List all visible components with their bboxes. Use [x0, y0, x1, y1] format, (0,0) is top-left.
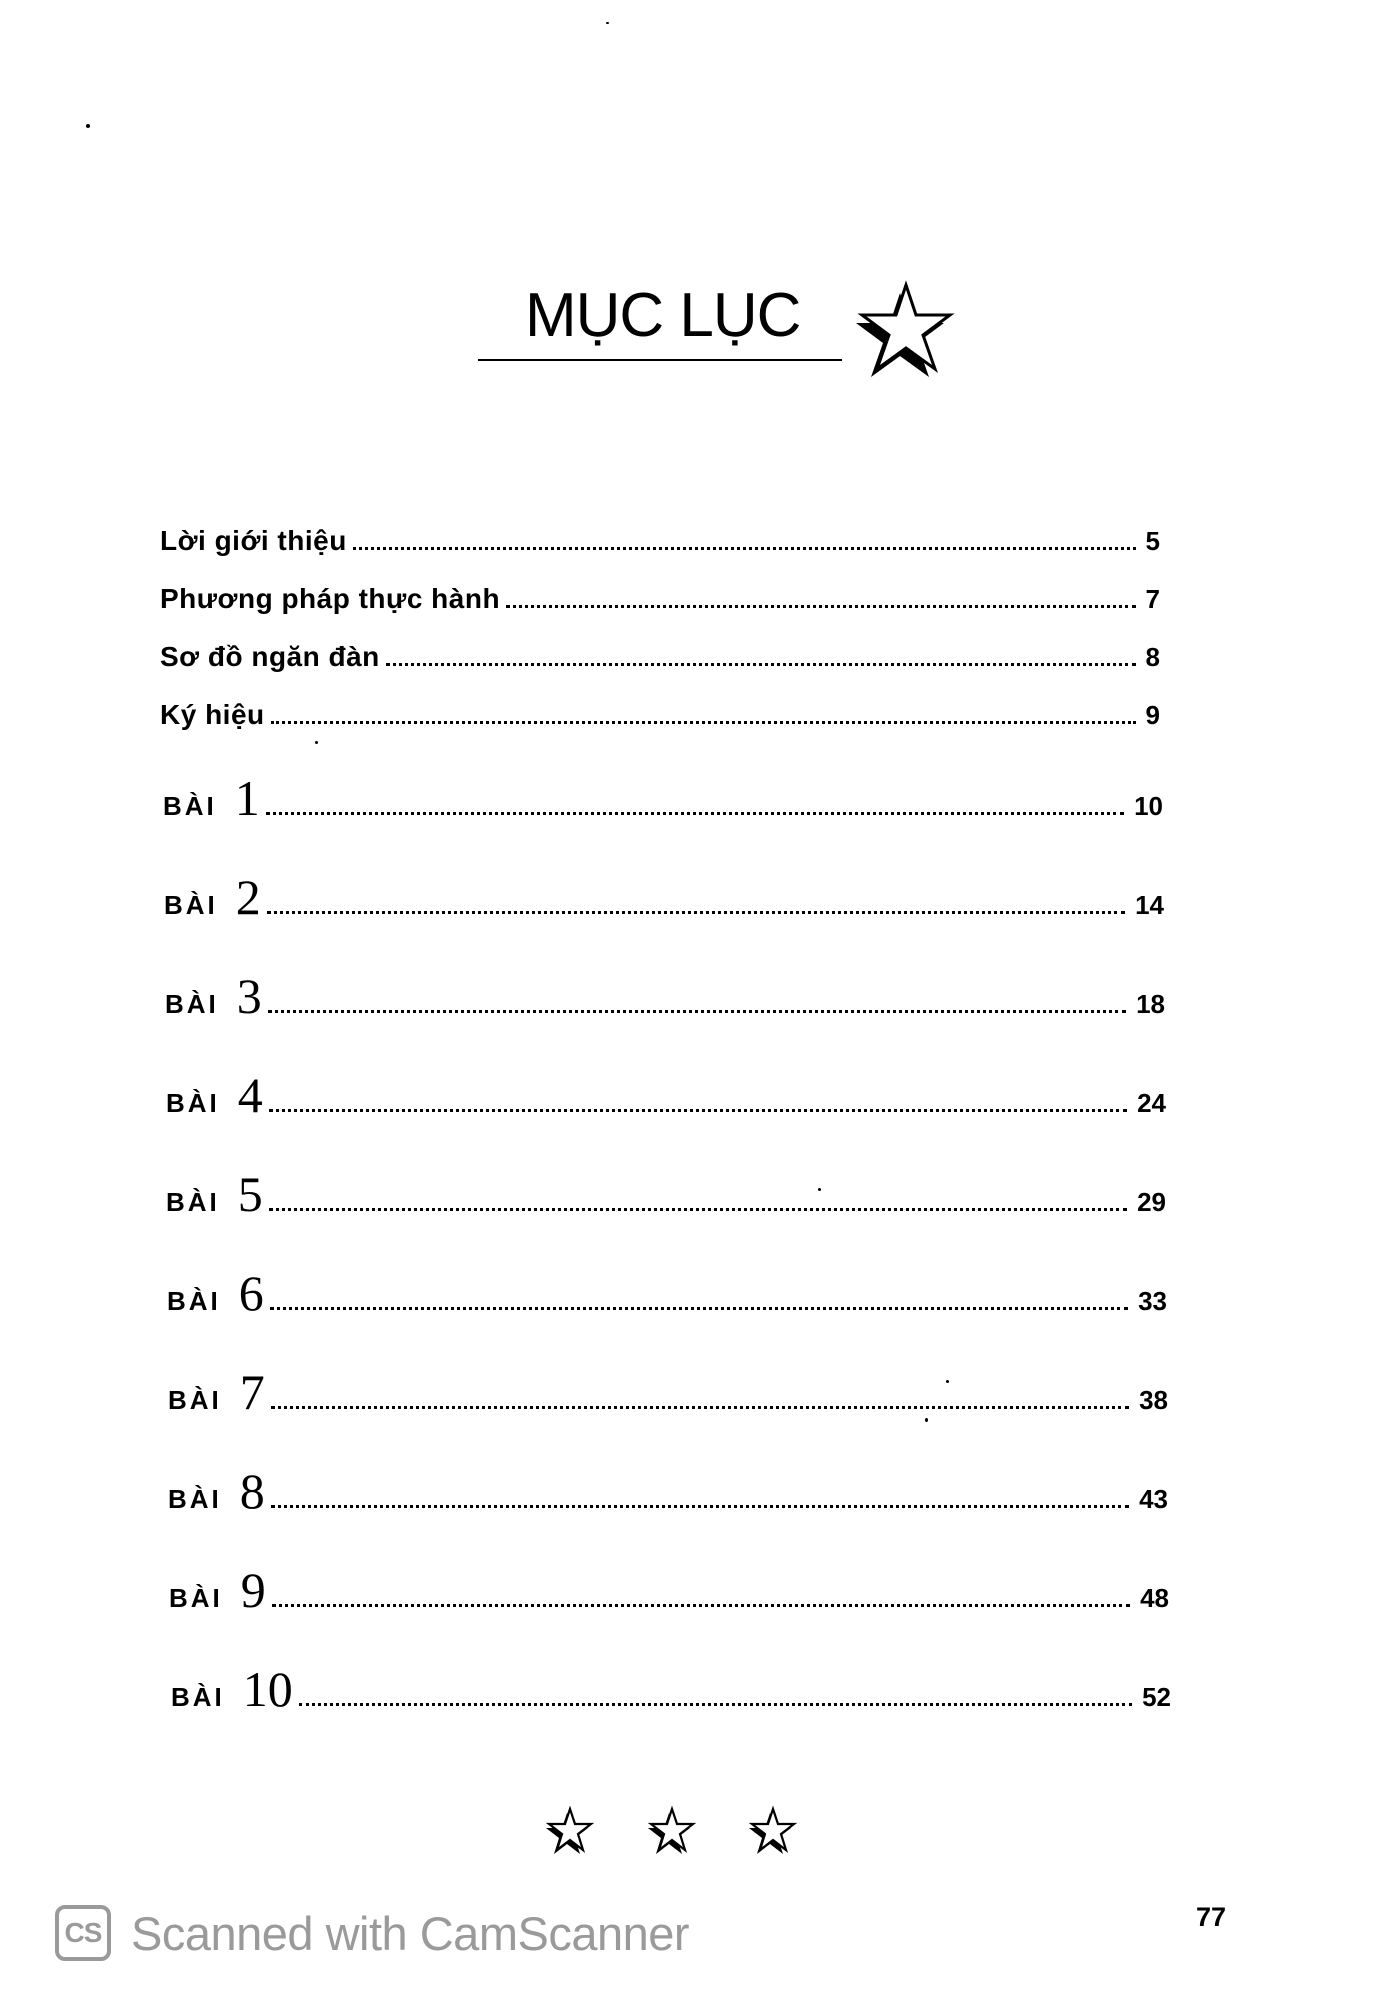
lesson-number: 6	[238, 1265, 264, 1321]
toc-entry-lesson-3	[165, 968, 1165, 1024]
scan-speck	[86, 124, 90, 128]
scan-speck	[818, 1188, 821, 1191]
scan-speck	[606, 22, 609, 24]
toc-entry-page: 48	[1140, 1583, 1169, 1613]
toc-entry-page: 14	[1135, 890, 1164, 920]
toc-entry-lesson-7	[168, 1364, 1168, 1420]
toc-entry-page: 24	[1137, 1088, 1166, 1118]
dot-leader	[266, 812, 1124, 815]
toc-entry-intro	[160, 525, 1160, 557]
toc-entry-lesson-8	[168, 1463, 1168, 1519]
dot-leader	[267, 911, 1125, 914]
dot-leader	[271, 1406, 1129, 1409]
lesson-number: 7	[239, 1364, 265, 1420]
dot-leader	[271, 721, 1136, 724]
dot-leader	[272, 1604, 1130, 1607]
toc-entry-page: 8	[1145, 642, 1160, 672]
toc-entry-label: Sơ đồ ngăn đàn	[160, 641, 380, 672]
toc-entry-lesson-6	[167, 1265, 1167, 1321]
scan-speck	[946, 1380, 949, 1383]
toc-entry-page: 38	[1139, 1385, 1168, 1415]
toc-entry-fretboard	[160, 641, 1160, 673]
star-icon	[642, 1805, 698, 1857]
dot-leader	[269, 1208, 1127, 1211]
toc-entry-page: 18	[1136, 989, 1165, 1019]
dot-leader	[386, 663, 1136, 666]
star-icon	[743, 1805, 799, 1857]
page-number: 77	[1196, 1902, 1227, 1932]
star-icon	[540, 1805, 596, 1857]
toc-entry-page: 9	[1145, 700, 1160, 730]
toc-entry-page: 10	[1134, 791, 1163, 821]
dot-leader	[506, 605, 1135, 608]
toc-entry-page: 5	[1145, 526, 1160, 556]
star-icon	[838, 275, 963, 390]
toc-entry-lesson-2	[164, 869, 1164, 925]
toc-entry-page: 52	[1142, 1682, 1171, 1712]
lesson-prefix: BÀI	[168, 1484, 222, 1514]
lesson-number: 10	[242, 1661, 293, 1717]
toc-entry-label: Ký hiệu	[160, 699, 265, 730]
lesson-number: 3	[236, 968, 262, 1024]
toc-entry-lesson-4	[166, 1067, 1166, 1123]
scan-speck	[925, 1418, 928, 1422]
dot-leader	[269, 1109, 1127, 1112]
lesson-prefix: BÀI	[168, 1385, 222, 1415]
toc-entry-lesson-10	[171, 1661, 1171, 1717]
camscanner-watermark	[55, 1905, 689, 1961]
lesson-number: 8	[239, 1463, 265, 1519]
lesson-number: 5	[237, 1166, 263, 1222]
lesson-prefix: BÀI	[163, 791, 217, 821]
toc-entry-page: 29	[1137, 1187, 1166, 1217]
page-title: MỤC LỤC	[525, 281, 801, 350]
toc-entry-page: 7	[1145, 584, 1160, 614]
dot-leader	[299, 1703, 1132, 1706]
toc-entry-page: 33	[1138, 1286, 1167, 1316]
lesson-prefix: BÀI	[167, 1286, 221, 1316]
dot-leader	[271, 1505, 1129, 1508]
lesson-prefix: BÀI	[169, 1583, 223, 1613]
toc-entry-symbols	[160, 699, 1160, 731]
lesson-number: 4	[237, 1067, 263, 1123]
toc-entry-method	[160, 583, 1160, 615]
toc-entry-lesson-1	[163, 770, 1163, 826]
watermark-text: Scanned with CamScanner	[131, 1906, 690, 1960]
lesson-prefix: BÀI	[165, 989, 219, 1019]
toc-entry-page: 43	[1139, 1484, 1168, 1514]
lesson-prefix: BÀI	[166, 1088, 220, 1118]
camscanner-logo: CS	[55, 1905, 111, 1961]
lesson-number: 1	[234, 770, 260, 826]
toc-entry-lesson-9	[169, 1562, 1169, 1618]
dot-leader	[268, 1010, 1126, 1013]
dot-leader	[270, 1307, 1128, 1310]
toc-entry-label: Phương pháp thực hành	[160, 583, 501, 614]
lesson-prefix: BÀI	[164, 890, 218, 920]
dot-leader	[353, 547, 1136, 550]
lesson-number: 2	[235, 869, 261, 925]
toc-entry-lesson-5	[166, 1166, 1166, 1222]
lesson-number: 9	[240, 1562, 266, 1618]
lesson-prefix: BÀI	[166, 1187, 220, 1217]
title-underline	[478, 359, 842, 361]
toc-entry-label: Lời giới thiệu	[160, 525, 347, 556]
scan-speck	[315, 741, 318, 744]
lesson-prefix: BÀI	[171, 1682, 225, 1712]
